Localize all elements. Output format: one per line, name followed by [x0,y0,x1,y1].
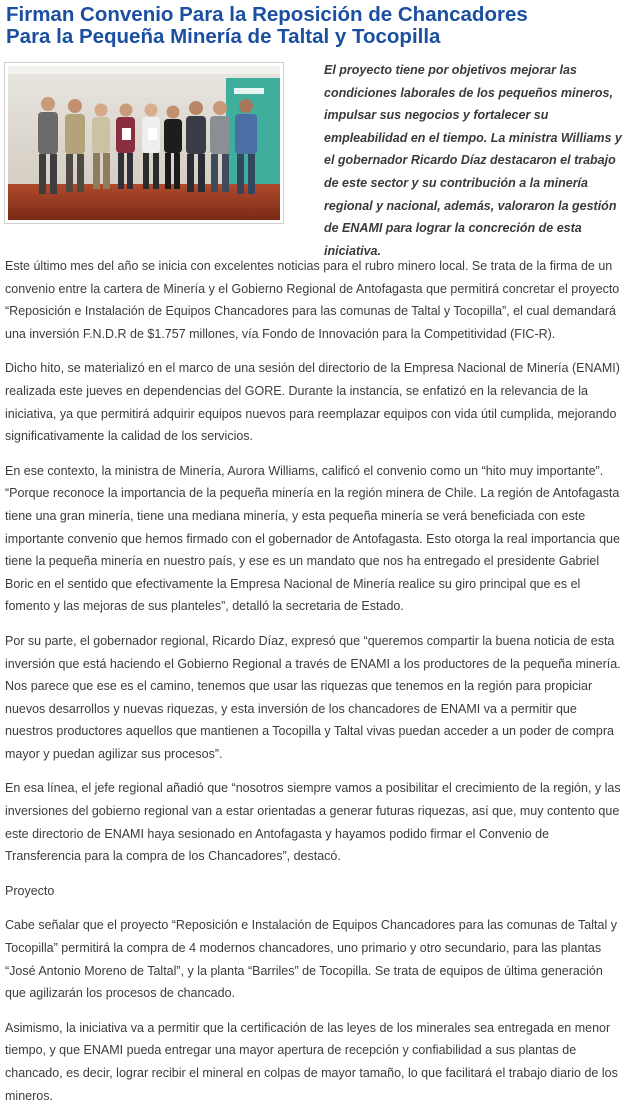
body-paragraph-4: Por su parte, el gobernador regional, Ricardo Díaz, expresó que “queremos compartir la buena noticia de esta inversión que está haciendo el Gobierno Regional a través de ENAMI a los productores de la pequeña minería. Nos parece que ese es el camino, tenemos que usar las riquezas que tenemos en la región para propiciar nuevos desarrollos y nuevas riquezas, y esta inversión de los chancadores de ENAMI va a permitir que nuestros productores aquellos que mantienen a Tocopilla y Taltal vivas puedan acceder a un poder de compra mayor y puedan agilizar sus procesos”. [5,633,621,761]
body-paragraph-1: Este último mes del año se inicia con excelentes noticias para el rubro minero local. Se trata de la firma de un convenio entre la cartera de Minería y el Gobierno Regional de Antofagasta que permitirá concretar el proyecto “Reposición e Instalación de Equipos Chancadores para las comunas de Taltal y Tocopilla”, el cual demandará una inversión F.N.D.R de $1.757 millones, vía Fondo de Innovación para la Competitividad (FIC-R). [5,259,620,341]
article-body [5,255,627,1115]
people-group [38,97,257,194]
article-title-line-2: Para la Pequeña Minería de Taltal y Tocopilla [6,25,441,48]
article-title-line-1: Firman Convenio Para la Reposición de Chancadores [6,3,528,26]
article-title [6,4,626,48]
group-photo-image [8,66,280,220]
section-heading-proyecto: Proyecto [5,883,55,898]
body-paragraph-5: En esa línea, el jefe regional añadió que “nosotros siempre vamos a posibilitar el crecimiento de la región, y las inversiones del gobierno regional van a estar orientadas a generar futuras riquezas, así que, muy contento que este directorio de ENAMI haya sesionado en Antofagasta y hayamos podido firmar el Convenio de Transferencia para la compra de los Chancadores”, destacó. [5,781,621,864]
body-paragraph-6: Cabe señalar que el proyecto “Reposición e Instalación de Equipos Chancadores para las comunas de Taltal y Tocopilla” permitirá la compra de 4 modernos chancadores, uno primario y otro secundario, para las plantas “José Antonio Moreno de Taltal”, y la planta “Barriles” de Tocopilla. Se trata de equipos de última generación que agilizarán los procesos de chancado. [5,918,617,1001]
body-paragraph-3: En ese contexto, la ministra de Minería, Aurora Williams, calificó el convenio como un “hito muy importante”. “Porque reconoce la importancia de la pequeña minería en la región minera de Chile. La región de Antofagasta tiene una gran minería, tiene una mediana minería, y esta pequeña minería se verá beneficiada con este importante convenio que hemos firmado con el gobernador de Antofagasta. Esto otorga la real importancia que tiene la pequeña minería en nuestro país, y ese es un mandato que nos ha entregado el presidente Gabriel Boric en el sentido que efectivamente la Empresa Nacional de Minería realice su giro principal que es el fomento y las mejoras de sus planteles”, detalló la secretaria de Estado. [5,463,620,614]
article-photo [4,62,284,224]
body-paragraph-7: Asimismo, la iniciativa va a permitir que la certificación de las leyes de los minerales sea entregada en menor tiempo, y que ENAMI pueda entregar una mayor apertura de recepción y confiabilidad a sus plantas de chancado, es decir, lograr recibir el mineral en colpas de mayor tamaño, lo que facilitará el trabajo diario de los mineros. [5,1020,618,1103]
body-paragraph-2: Dicho hito, se materializó en el marco de una sesión del directorio de la Empresa Nacional de Minería (ENAMI) realizada este jueves en dependencias del GORE. Durante la instancia, se enfatizó en la relevancia de la iniciativa, ya que permitirá adquirir equipos nuevos para reemplazar equipos con vida útil cumplida, mejorando significativamente la calidad de los servicios. [5,361,620,444]
article-lead: El proyecto tiene por objetivos mejorar las condiciones laborales de los pequeños mineros, impulsar sus negocios y fortalecer su empleabilidad en el tiempo. La ministra Williams y el gobernador Ricardo Díaz destacaron el trabajo de este sector y su contribución a la minería regional y nacional, además, valoraron la gestión de ENAMI para lograr la concreción de esta iniciativa. [324,63,622,258]
